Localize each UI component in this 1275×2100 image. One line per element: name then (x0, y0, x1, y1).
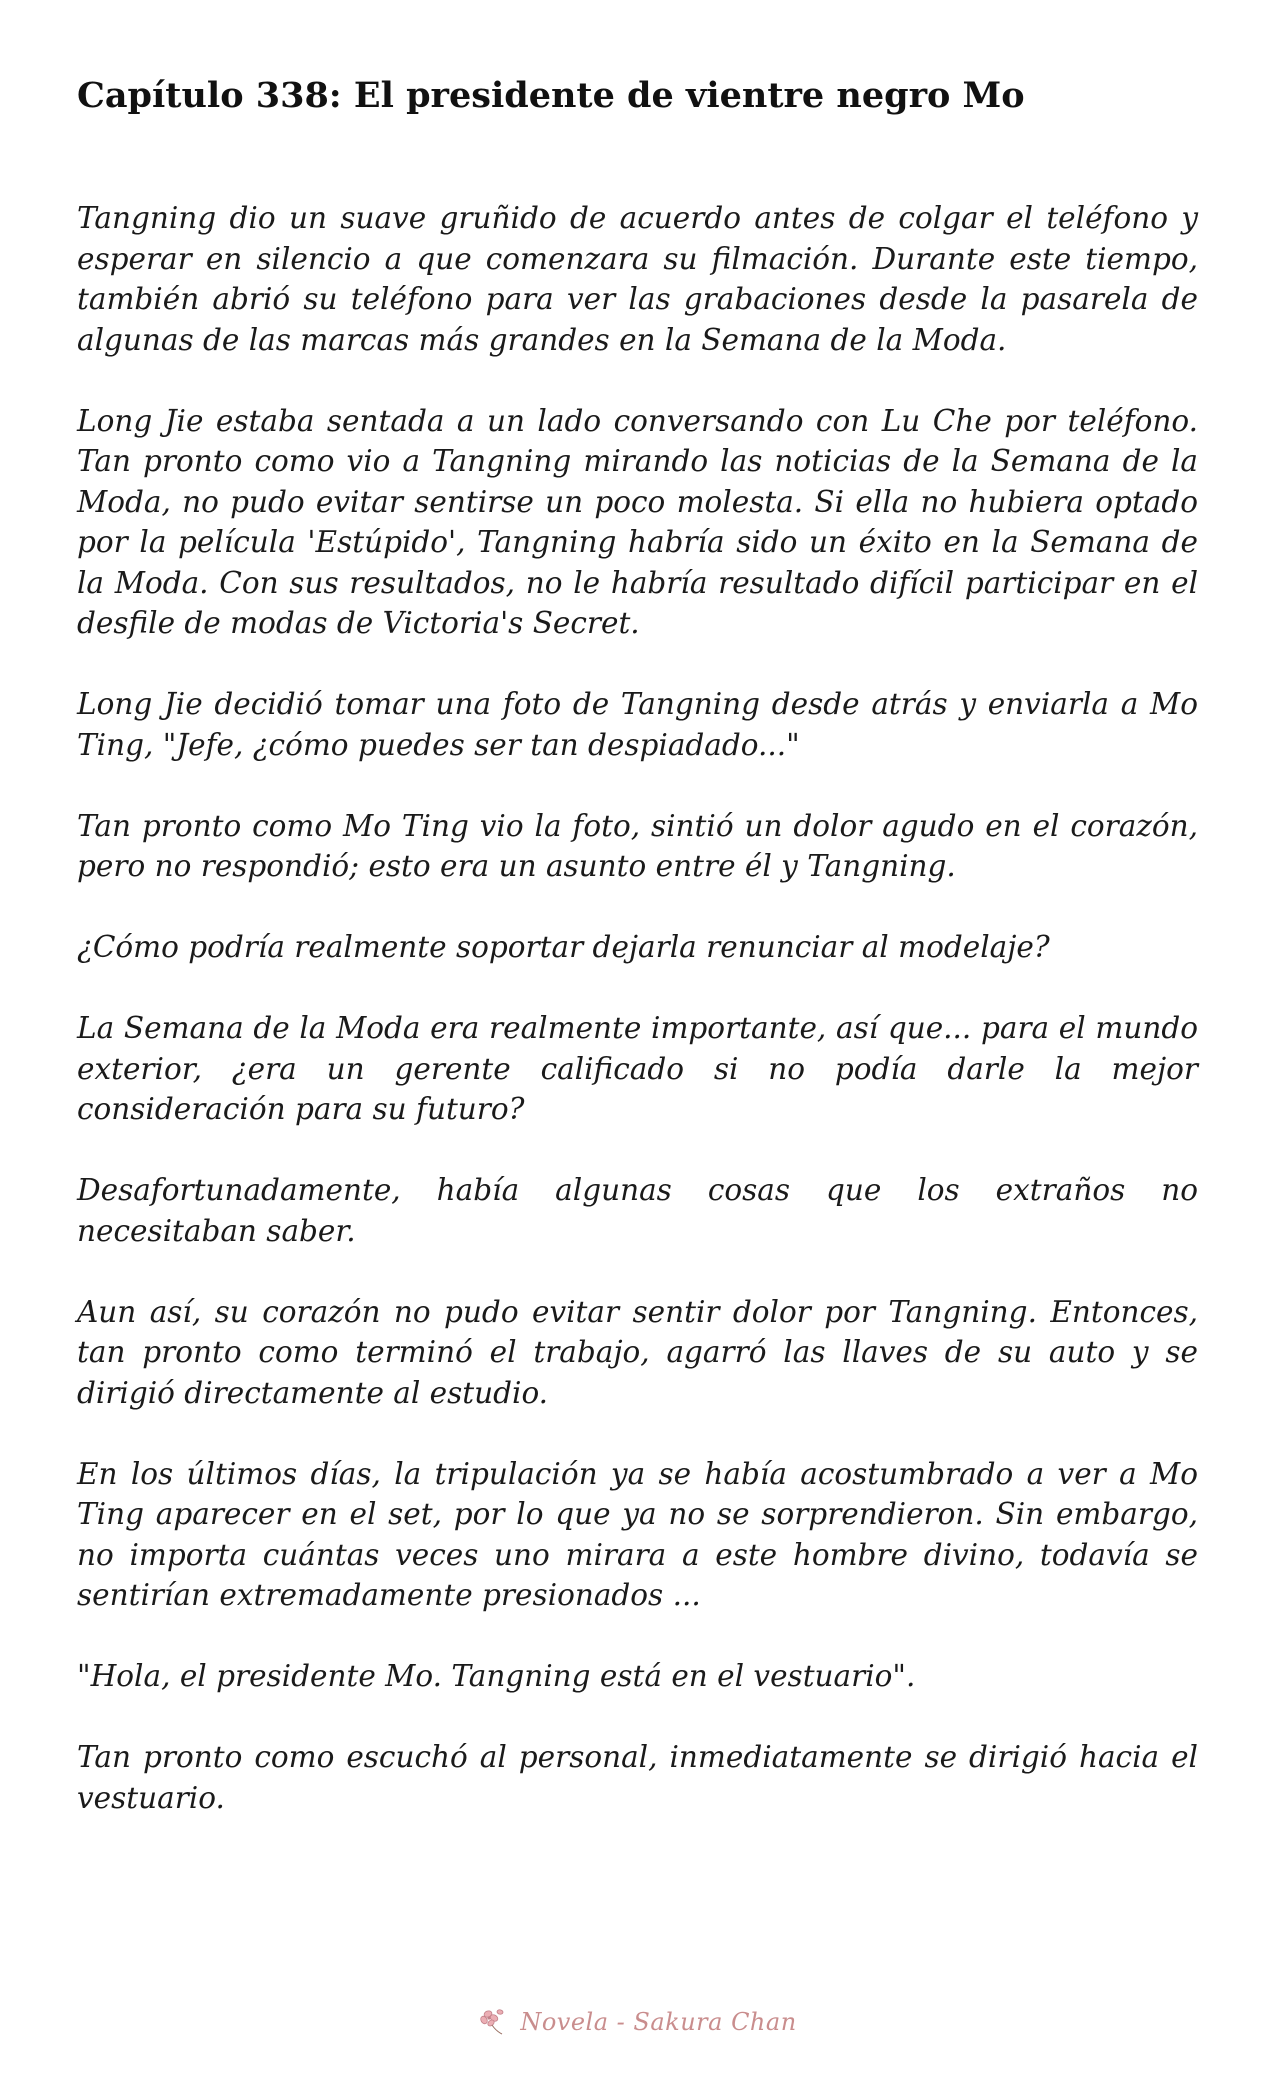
paragraph: En los últimos días, la tripulación ya se había acostumbrado a ver a Mo Ting aparecer en el set, por lo que ya no se sorprendieron. Sin embargo, no importa cuántas veces uno mirara a este hombre divino, todavía se sentirían extremadamente presionados ... (77, 1456, 1198, 1612)
paragraph: Aun así, su corazón no pudo evitar sentir dolor por Tangning. Entonces, tan pronto como terminó el trabajo, agarró las llaves de su auto y se dirigió directamente al estudio. (77, 1294, 1198, 1410)
paragraph: "Hola, el presidente Mo. Tangning está en el vestuario". (77, 1659, 916, 1693)
footer (0, 1992, 1275, 2052)
watermark (478, 2007, 796, 2037)
paragraph: La Semana de la Moda era realmente importante, así que... para el mundo exterior, ¿era un gerente calificado si no podía darle la mejor consideración para su futuro? (77, 1011, 1198, 1126)
paragraph: Tangning dio un suave gruñido de acuerdo antes de colgar el teléfono y esperar en silencio a que comenzara su filmación. Durante este tiempo, también abrió su teléfono para ver las grabaciones desde la pasarela de algunas de las marcas más grandes en la Semana de la Moda. (77, 201, 1198, 357)
paragraph: Long Jie estaba sentada a un lado conversando con Lu Che por teléfono. Tan pronto como vio a Tangning mirando las noticias de la Semana de la Moda, no pudo evitar sentirse un poco molesta. Si ella no hubiera optado por la película 'Estúpido', Tangning habría sido un éxito en la Semana de la Moda. Con sus resultados, no le habría resultado difícil participar en el desfile de modas de Victoria's Secret. (77, 403, 1198, 640)
sakura-flower-icon (478, 2007, 512, 2037)
paragraph: ¿Cómo podría realmente soportar dejarla renunciar al modelaje? (77, 930, 1050, 964)
paragraph: Tan pronto como escuchó al personal, inmediatamente se dirigió hacia el vestuario. (77, 1740, 1198, 1815)
watermark-text: Novela - Sakura Chan (520, 2008, 797, 2036)
chapter-title: Capítulo 338: El presidente de vientre negro Mo (77, 75, 1025, 116)
paragraph: Desafortunadamente, había algunas cosas que los extraños no necesitaban saber. (77, 1173, 1198, 1248)
chapter-body (77, 198, 1198, 1818)
paragraph: Tan pronto como Mo Ting vio la foto, sintió un dolor agudo en el corazón, pero no respondió; esto era un asunto entre él y Tangning. (77, 808, 1198, 883)
paragraph: Long Jie decidió tomar una foto de Tangning desde atrás y enviarla a Mo Ting, "Jefe, ¿cómo puedes ser tan despiadado..." (77, 687, 1198, 762)
